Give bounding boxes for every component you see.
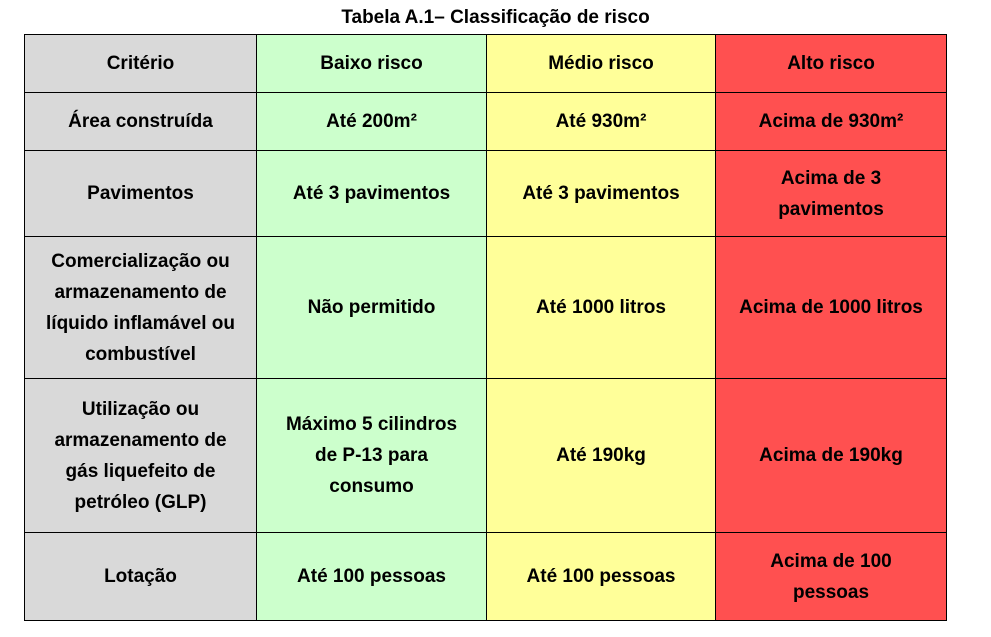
criterion-cell: Comercialização ou armazenamento de líquido inflamável ou combustível [25,237,257,379]
high-risk-cell: Acima de 100 pessoas [716,533,947,621]
table-row [25,151,947,237]
table-row [25,533,947,621]
table-row [25,237,947,379]
medium-risk-cell: Até 1000 litros [487,237,716,379]
high-risk-cell: Acima de 1000 litros [716,237,947,379]
criterion-cell: Área construída [25,93,257,151]
medium-risk-cell: Até 3 pavimentos [487,151,716,237]
criterion-cell: Lotação [25,533,257,621]
header-high-risk: Alto risco [716,35,947,93]
header-medium-risk: Médio risco [487,35,716,93]
low-risk-cell: Não permitido [257,237,487,379]
header-row [25,35,947,93]
medium-risk-cell: Até 100 pessoas [487,533,716,621]
medium-risk-cell: Até 190kg [487,379,716,533]
high-risk-cell: Acima de 3 pavimentos [716,151,947,237]
table-caption: Tabela A.1– Classificação de risco [341,7,650,28]
table-row [25,93,947,151]
table-row [25,379,947,533]
low-risk-cell: Até 200m² [257,93,487,151]
header-low-risk: Baixo risco [257,35,487,93]
medium-risk-cell: Até 930m² [487,93,716,151]
header-criterion: Critério [25,35,257,93]
low-risk-cell: Máximo 5 cilindros de P-13 para consumo [257,379,487,533]
low-risk-cell: Até 100 pessoas [257,533,487,621]
criterion-cell: Pavimentos [25,151,257,237]
high-risk-cell: Acima de 190kg [716,379,947,533]
high-risk-cell: Acima de 930m² [716,93,947,151]
risk-classification-table [24,34,947,621]
low-risk-cell: Até 3 pavimentos [257,151,487,237]
criterion-cell: Utilização ou armazenamento de gás liquefeito de petróleo (GLP) [25,379,257,533]
